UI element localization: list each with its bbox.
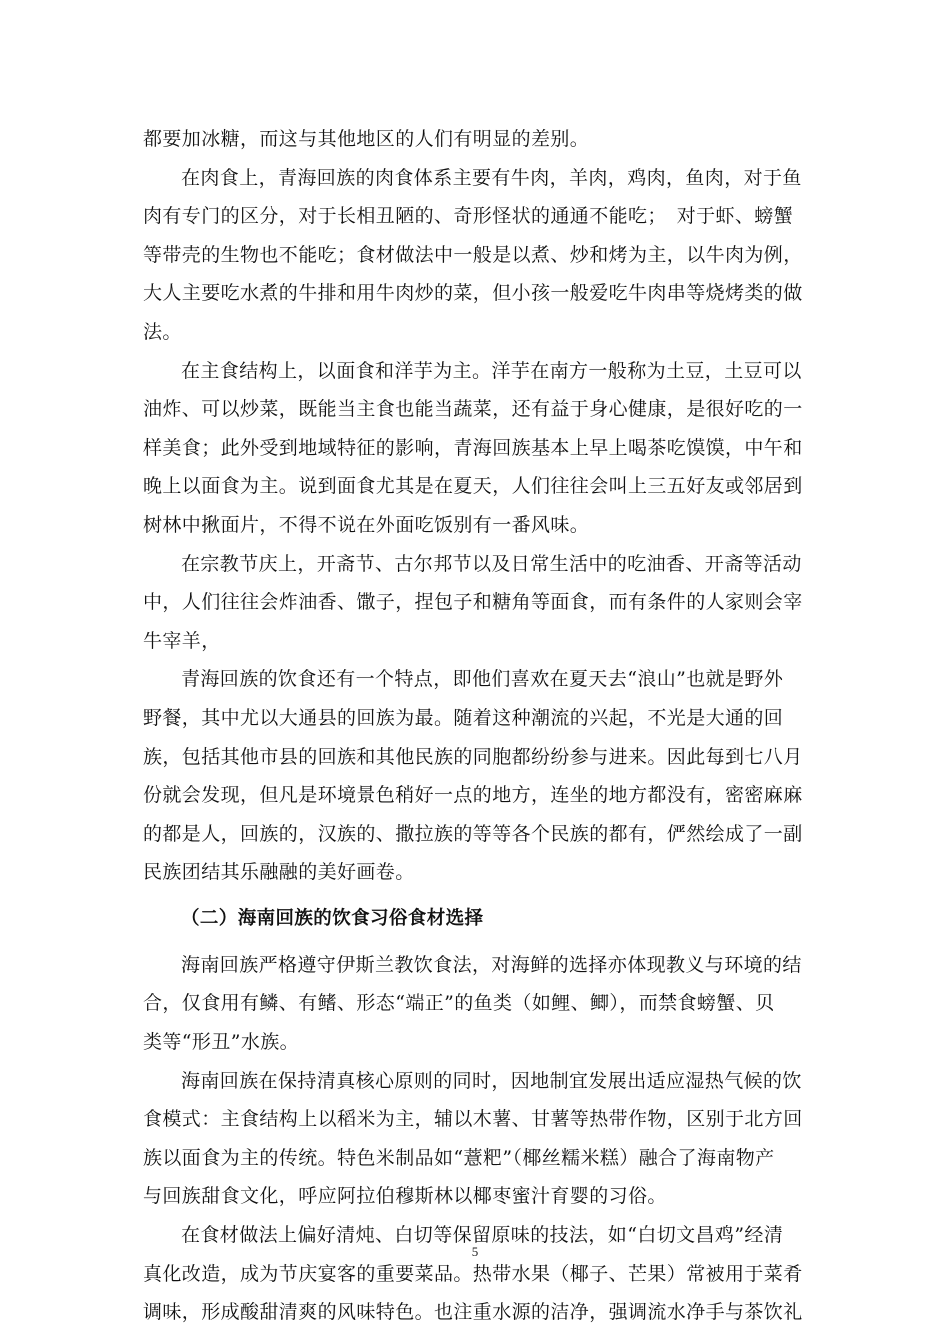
text-line: 大人主要吃水煮的牛排和用牛肉炒的菜，但小孩一般爱吃牛肉串等烧烤类的做 (143, 282, 803, 305)
text-line: 类等“形丑”水族。 (143, 1031, 300, 1054)
text-line: 调味，形成酸甜清爽的风味特色。也注重水源的洁净，强调流水净手与茶饮礼 (143, 1301, 803, 1324)
text-line: 野餐，其中尤以大通县的回族为最。随着这种潮流的兴起，不光是大通的回 (143, 706, 784, 729)
text-line: 肉有专门的区分，对于长相丑陋的、奇形怪状的通通不能吃； 对于虾、螃蟹 (143, 205, 794, 228)
paragraph (143, 120, 808, 159)
text-line: 民族团结其乐融融的美好画卷。 (143, 861, 415, 884)
paragraph (143, 660, 808, 892)
text-line: 法。 (143, 320, 182, 343)
text-line: 与回族甜食文化，呼应阿拉伯穆斯林以椰枣蜜汁育婴的习俗。 (143, 1185, 667, 1208)
paragraph (143, 159, 808, 352)
paragraph (143, 1062, 808, 1216)
text-line: 树林中揪面片，不得不说在外面吃饭别有一番风味。 (143, 513, 590, 536)
paragraph (143, 352, 808, 545)
section-heading: （二）海南回族的饮食习俗食材选择 (181, 907, 484, 929)
text-line: 都要加冰糖，而这与其他地区的人们有明显的差别。 (143, 128, 590, 150)
page-number: 5 (471, 1244, 479, 1259)
text-line: 晚上以面食为主。说到面食尤其是在夏天，人们往往会叫上三五好友或邻居到 (143, 475, 803, 498)
text-line: 海南回族在保持清真核心原则的同时，因地制宜发展出适应湿热气候的饮 (181, 1069, 802, 1092)
page-body (143, 120, 808, 1332)
text-line: 份就会发现，但凡是环境景色稍好一点的地方，连坐的地方都没有，密密麻麻 (143, 784, 803, 807)
text-line: 油炸、可以炒菜，既能当主食也能当蔬菜，还有益于身心健康，是很好吃的一 (143, 398, 803, 421)
text-line: 食模式：主食结构上以稻米为主，辅以木薯、甘薯等热带作物，区别于北方回 (143, 1108, 803, 1131)
text-line: 青海回族的饮食还有一个特点，即他们喜欢在夏天去“浪山”也就是野外 (181, 668, 784, 691)
text-line: 在主食结构上，以面食和洋芋为主。洋芋在南方一般称为土豆，土豆可以 (181, 359, 802, 382)
text-line: 族以面食为主的传统。特色米制品如“薏粑”（椰丝糯米糕）融合了海南物产 (143, 1146, 775, 1169)
text-line: 在宗教节庆上，开斋节、古尔邦节以及日常生活中的吃油香、开斋等活动 (181, 552, 802, 575)
text-line: 在肉食上，青海回族的肉食体系主要有牛肉，羊肉，鸡肉，鱼肉，对于鱼 (181, 166, 802, 189)
text-line: 中，人们往往会炸油香、馓子，捏包子和糖角等面食，而有条件的人家则会宰 (143, 591, 803, 614)
text-line: 族，包括其他市县的回族和其他民族的同胞都纷纷参与进来。因此每到七八月 (143, 745, 803, 768)
paragraph (143, 946, 808, 1062)
text-line: 的都是人，回族的，汉族的、撒拉族的等等各个民族的都有，俨然绘成了一副 (143, 822, 803, 845)
text-line: 真化改造，成为节庆宴客的重要菜品。热带水果（椰子、芒果）常被用于菜肴 (143, 1262, 803, 1285)
text-line: 海南回族严格遵守伊斯兰教饮食法，对海鲜的选择亦体现教义与环境的结 (181, 953, 802, 976)
paragraph (143, 1216, 808, 1332)
text-line: 在食材做法上偏好清炖、白切等保留原味的技法，如“白切文昌鸡”经清 (181, 1224, 784, 1247)
text-line: 样美食；此外受到地域特征的影响，青海回族基本上早上喝茶吃馍馍，中午和 (143, 436, 803, 459)
text-line: 牛宰羊， (143, 629, 221, 652)
text-line: 合，仅食用有鳞、有鳍、形态“端正”的鱼类（如鲤、鲫），而禁食螃蟹、贝 (143, 992, 775, 1015)
text-line: 等带壳的生物也不能吃；食材做法中一般是以煮、炒和烤为主，以牛肉为例， (143, 243, 803, 266)
paragraph (143, 545, 808, 661)
